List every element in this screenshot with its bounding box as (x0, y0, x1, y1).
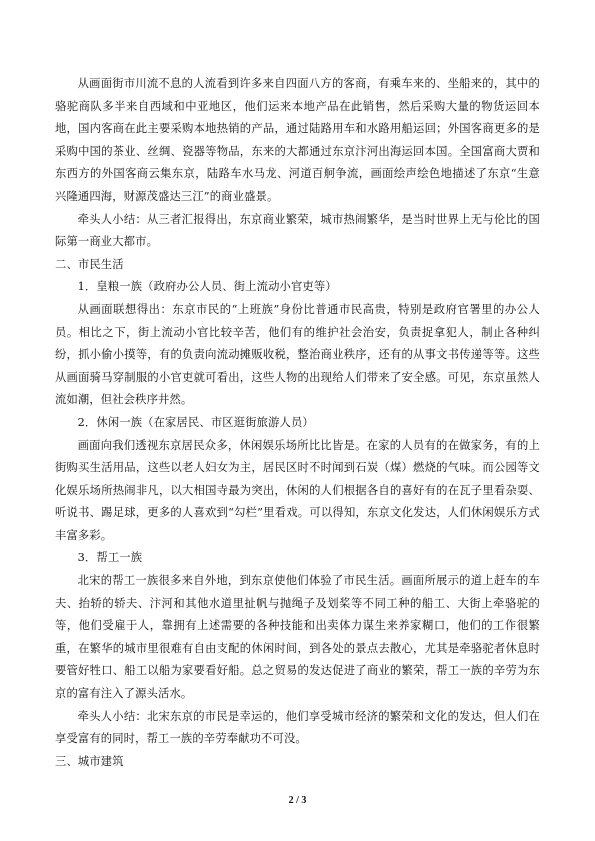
subheading-official-class: 1．皇粮一族（政府办公人员、街上流动小官吏等） (77, 280, 337, 294)
page-number: 2 / 3 (288, 795, 307, 806)
paragraph-commerce-scene: 从画面街市川流不息的人流看到许多来自四面八方的客商，有乘车来的、坐船来的，其中的骆驼商队多半来自西域和中亚地区，他们运来本地产品在此销售，然后采购大量的物货运回本地，国内客商在此主要采购本地热销的产品，通过陆路用车和水路用船运回；外国客商更多的是采购中国的茶业、丝绸、瓷器等物品，东来的大都通过东京汴河出海运回本国。全国富商大贾和东西方的外国客商云集东京，陆路车水马龙、河道百舸争流，画面绘声绘色地描述了东京“生意兴隆通四海，财源茂盛达三江”的商业盛景。 (55, 77, 540, 203)
subheading-leisure-class: 2．休闲一族（在家居民、市区逛街旅游人员） (77, 415, 314, 429)
paragraph-summary-citizens: 牵头人小结：北宋东京的市民是幸运的，他们享受城市经济的繁荣和文化的发达，但人们在享受富有的同时，帮工一族的辛劳奉献功不可没。 (55, 709, 540, 746)
subheading-labor-class: 3．帮工一族 (77, 551, 143, 565)
document-body (55, 73, 540, 773)
section-heading-citizen-life: 二、市民生活 (55, 257, 124, 271)
paragraph-labor-class: 北宋的帮工一族很多来自外地，到东京使他们体验了市民生活。画面所展示的道上赶车的车夫、抬轿的轿夫、汴河和其他水道里扯帆与抛绳子及划桨等不同工种的船工、大街上牵骆驼的等，他们受雇于人，靠拥有上述需要的各种技能和出卖体力谋生来养家糊口，他们的工作很繁重，在繁华的城市里很难有自由支配的休闲时间，到各处的景点去散心，尤其是牵骆驼者休息时要管好牲口、船工以船为家要看好船。总之贸易的发达促进了商业的繁荣，帮工一族的辛劳为东京的富有注入了源头活水。 (55, 574, 540, 701)
paragraph-summary-commerce: 牵头人小结：从三者汇报得出，东京商业繁荣，城市热闹繁华，是当时世界上无与伦比的国际第一商业大都市。 (55, 212, 540, 249)
paragraph-leisure-class: 画面向我们透视东京居民众多，休闲娱乐场所比比皆是。在家的人员有的在做家务，有的上街购买生活用品，这些以老人妇女为主，居民区时不时闻到石炭（煤）燃烧的气味。而公园等文化娱乐场所热闹非凡，以大相国寺最为突出，休闲的人们根据各自的喜好有的在瓦子里看杂耍、听说书、踢足球，更多的人喜欢到“勾栏”里看戏。可以得知，东京文化发达，人们休闲娱乐方式丰富多彩。 (55, 438, 540, 542)
section-heading-architecture: 三、城市建筑 (55, 754, 124, 768)
paragraph-official-class: 从画面联想得出：东京市民的“上班族”身份比普通市民高贵，特别是政府官署里的办公人员。相比之下，街上流动小官比较辛苦，他们有的维护社会治安，负责捉拿犯人，制止各种纠纷，抓小偷小摸等，有的负责向流动摊贩收税，整治商业秩序，还有的从事文书传递等等。这些从画面骑马穿制服的小官吏就可看出，这些人物的出现给人们带来了安全感。可见，东京虽然人流如潮，但社会秩序井然。 (55, 302, 540, 407)
